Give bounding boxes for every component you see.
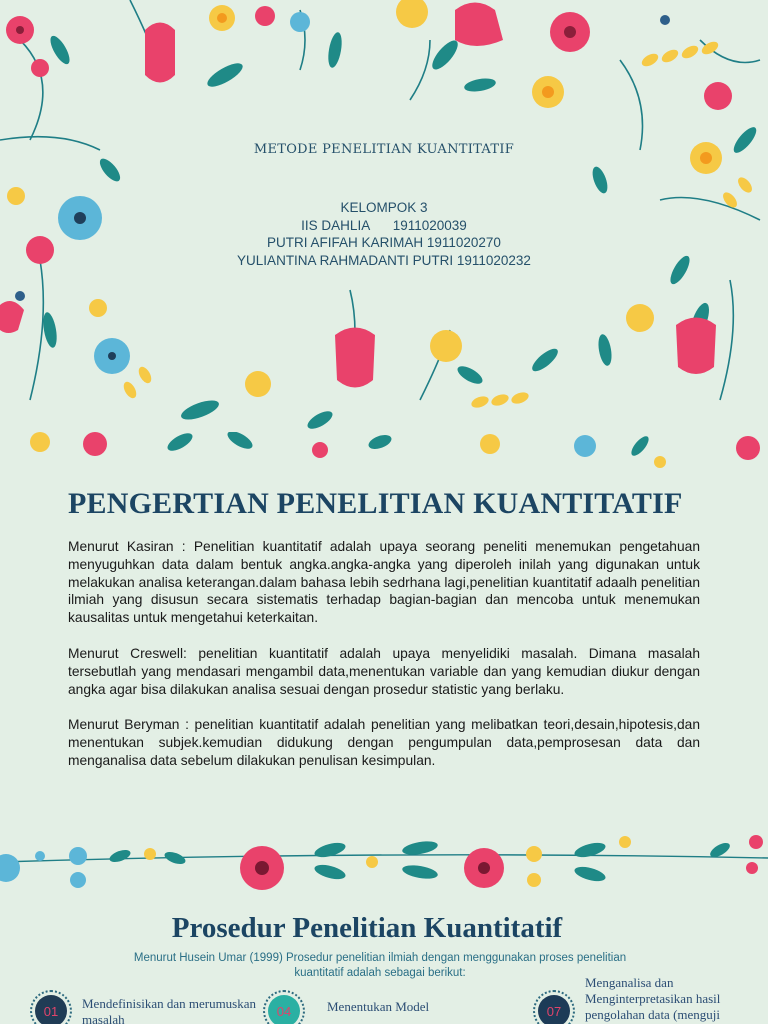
step-label: Menentukan Model — [327, 999, 430, 1014]
procedure-step-04 — [263, 990, 429, 1024]
procedure-title: Prosedur Penelitian Kuantitatif — [171, 912, 563, 944]
procedure-step-01 — [30, 990, 292, 1024]
procedure-slide — [0, 820, 768, 1024]
member-name: IIS DAHLIA — [301, 217, 371, 233]
member-id: 1911020270 — [426, 235, 501, 250]
step-number-badge — [533, 990, 575, 1024]
step-number-badge — [30, 990, 72, 1024]
cover-slide — [0, 0, 768, 432]
definition-body — [68, 538, 700, 788]
step-number: 07 — [538, 995, 570, 1024]
member-name: YULIANTINA RAHMADANTI PUTRI — [237, 252, 454, 268]
definition-paragraph-creswell: Menurut Creswell: penelitian kuantitatif adalah upaya menyelidiki masalah. Dimana masalah tersebutlah yang mendasari mengambil data,menentukan variable dan yang kemudian diukur dengan angka agar bisa dilakukan analisa sesuai dengan prosedur statistic yang berlaku. — [68, 645, 700, 697]
definition-paragraph-beryman: Menurut Beryman : penelitian kuantitatif adalah penelitian yang melibatkan teori,desain,hipotesis,dan menentukan subjek.kemudian didukung dengan pengumpulan data,pemprosesan data dan menganalisa data sebelum dilakukan penulisan kesimpulan. — [68, 717, 700, 768]
step-label: Menganalisa dan Menginterpretasikan hasil pengolahan data (menguji — [585, 975, 721, 1022]
step-number: 04 — [268, 995, 300, 1024]
step-label: Mendefinisikan dan merumuskan masalah — [82, 996, 257, 1024]
member-1 — [0, 217, 768, 235]
group-name: KELOMPOK 3 — [340, 200, 428, 215]
procedure-intro: Menurut Husein Umar (1999) Prosedur penelitian ilmiah dengan menggunakan proses penelitian kuantitatif adalah sebagai berikut: — [133, 952, 627, 979]
floral-garland-decoration — [0, 820, 768, 890]
definition-paragraph-kasiran: Menurut Kasiran : Penelitian kuantitatif adalah upaya seorang peneliti menemukan pengetahuan menyuguhkan data dalam bentuk angka.angka-angka yang diperoleh inilah yang digunakan untuk melakukan analisa keterangan.dalam bahasa lebih sedrhana lagi,penelitian kuantitatif adaalh penelitian ilmiah yang disusun secara sistematis terhadap bagian-bagian dan mencoba untuk menemukan kausalitas untuk mengetahui keterkaitan. — [68, 539, 700, 626]
floral-top-border-decoration — [0, 432, 768, 472]
cover-title: METODE PENELITIAN KUANTITATIF — [253, 142, 515, 157]
member-3 — [0, 252, 768, 270]
definition-slide — [0, 432, 768, 820]
cover-author-block — [0, 199, 768, 269]
member-id: 1911020232 — [456, 252, 531, 268]
step-number-badge — [263, 990, 305, 1024]
procedure-step-07 — [533, 975, 755, 1024]
step-number: 01 — [35, 995, 67, 1024]
member-2 — [0, 234, 768, 252]
member-name: PUTRI AFIFAH KARIMAH — [267, 235, 424, 250]
definition-title: PENGERTIAN PENELITIAN KUANTITATIF — [68, 487, 683, 520]
member-id: 1911020039 — [392, 217, 467, 233]
